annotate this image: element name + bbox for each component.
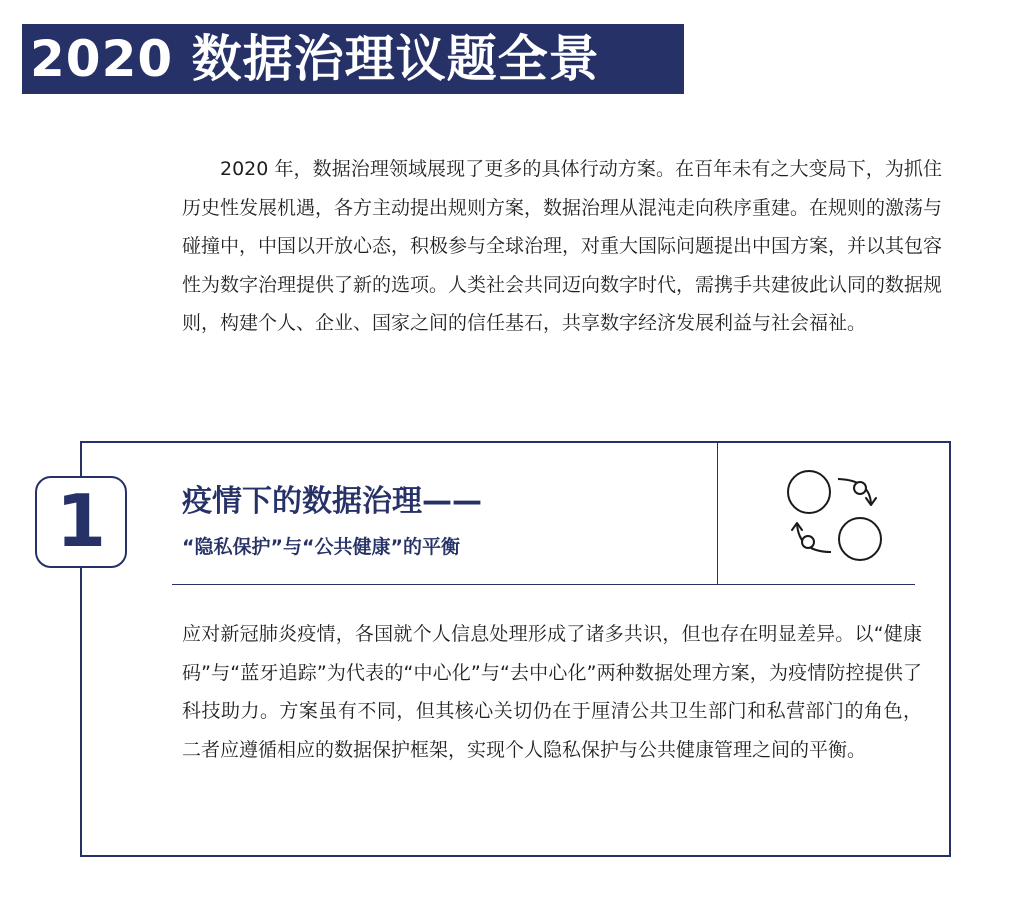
section-body: 应对新冠肺炎疫情，各国就个人信息处理形成了诸多共识，但也存在明显差异。以“健康码”与“蓝牙追踪”为代表的“中心化”与“去中心化”两种数据处理方案，为疫情防控提供了科技助力。方案虽有不同，但其核心关切仍在于厘清公共卫生部门和私营部门的角色，二者应遵循相应的数据保护框架，实现个人隐私保护与公共健康管理之间的平衡。 — [182, 623, 922, 761]
horizontal-divider — [172, 584, 915, 585]
title-banner — [22, 24, 684, 94]
section-title: 疫情下的数据治理—— — [182, 484, 482, 519]
section-number-badge: 1 — [35, 476, 127, 568]
vertical-divider — [717, 443, 718, 584]
section-subtitle: “隐私保护”与“公共健康”的平衡 — [182, 536, 460, 558]
cycle-arrows-icon — [778, 462, 890, 566]
page-title: 2020 数据治理议题全景 — [30, 30, 600, 88]
intro-paragraph: 2020 年，数据治理领域展现了更多的具体行动方案。在百年未有之大变局下，为抓住历史性发展机遇，各方主动提出规则方案，数据治理从混沌走向秩序重建。在规则的激荡与碰撞中，中国以开放心态，积极参与全球治理，对重大国际问题提出中国方案，并以其包容性为数字治理提供了新的选项。人类社会共同迈向数字时代，需携手共建彼此认同的数据规则，构建个人、企业、国家之间的信任基石，共享数字经济发展利益与社会福祉。 — [182, 158, 943, 334]
